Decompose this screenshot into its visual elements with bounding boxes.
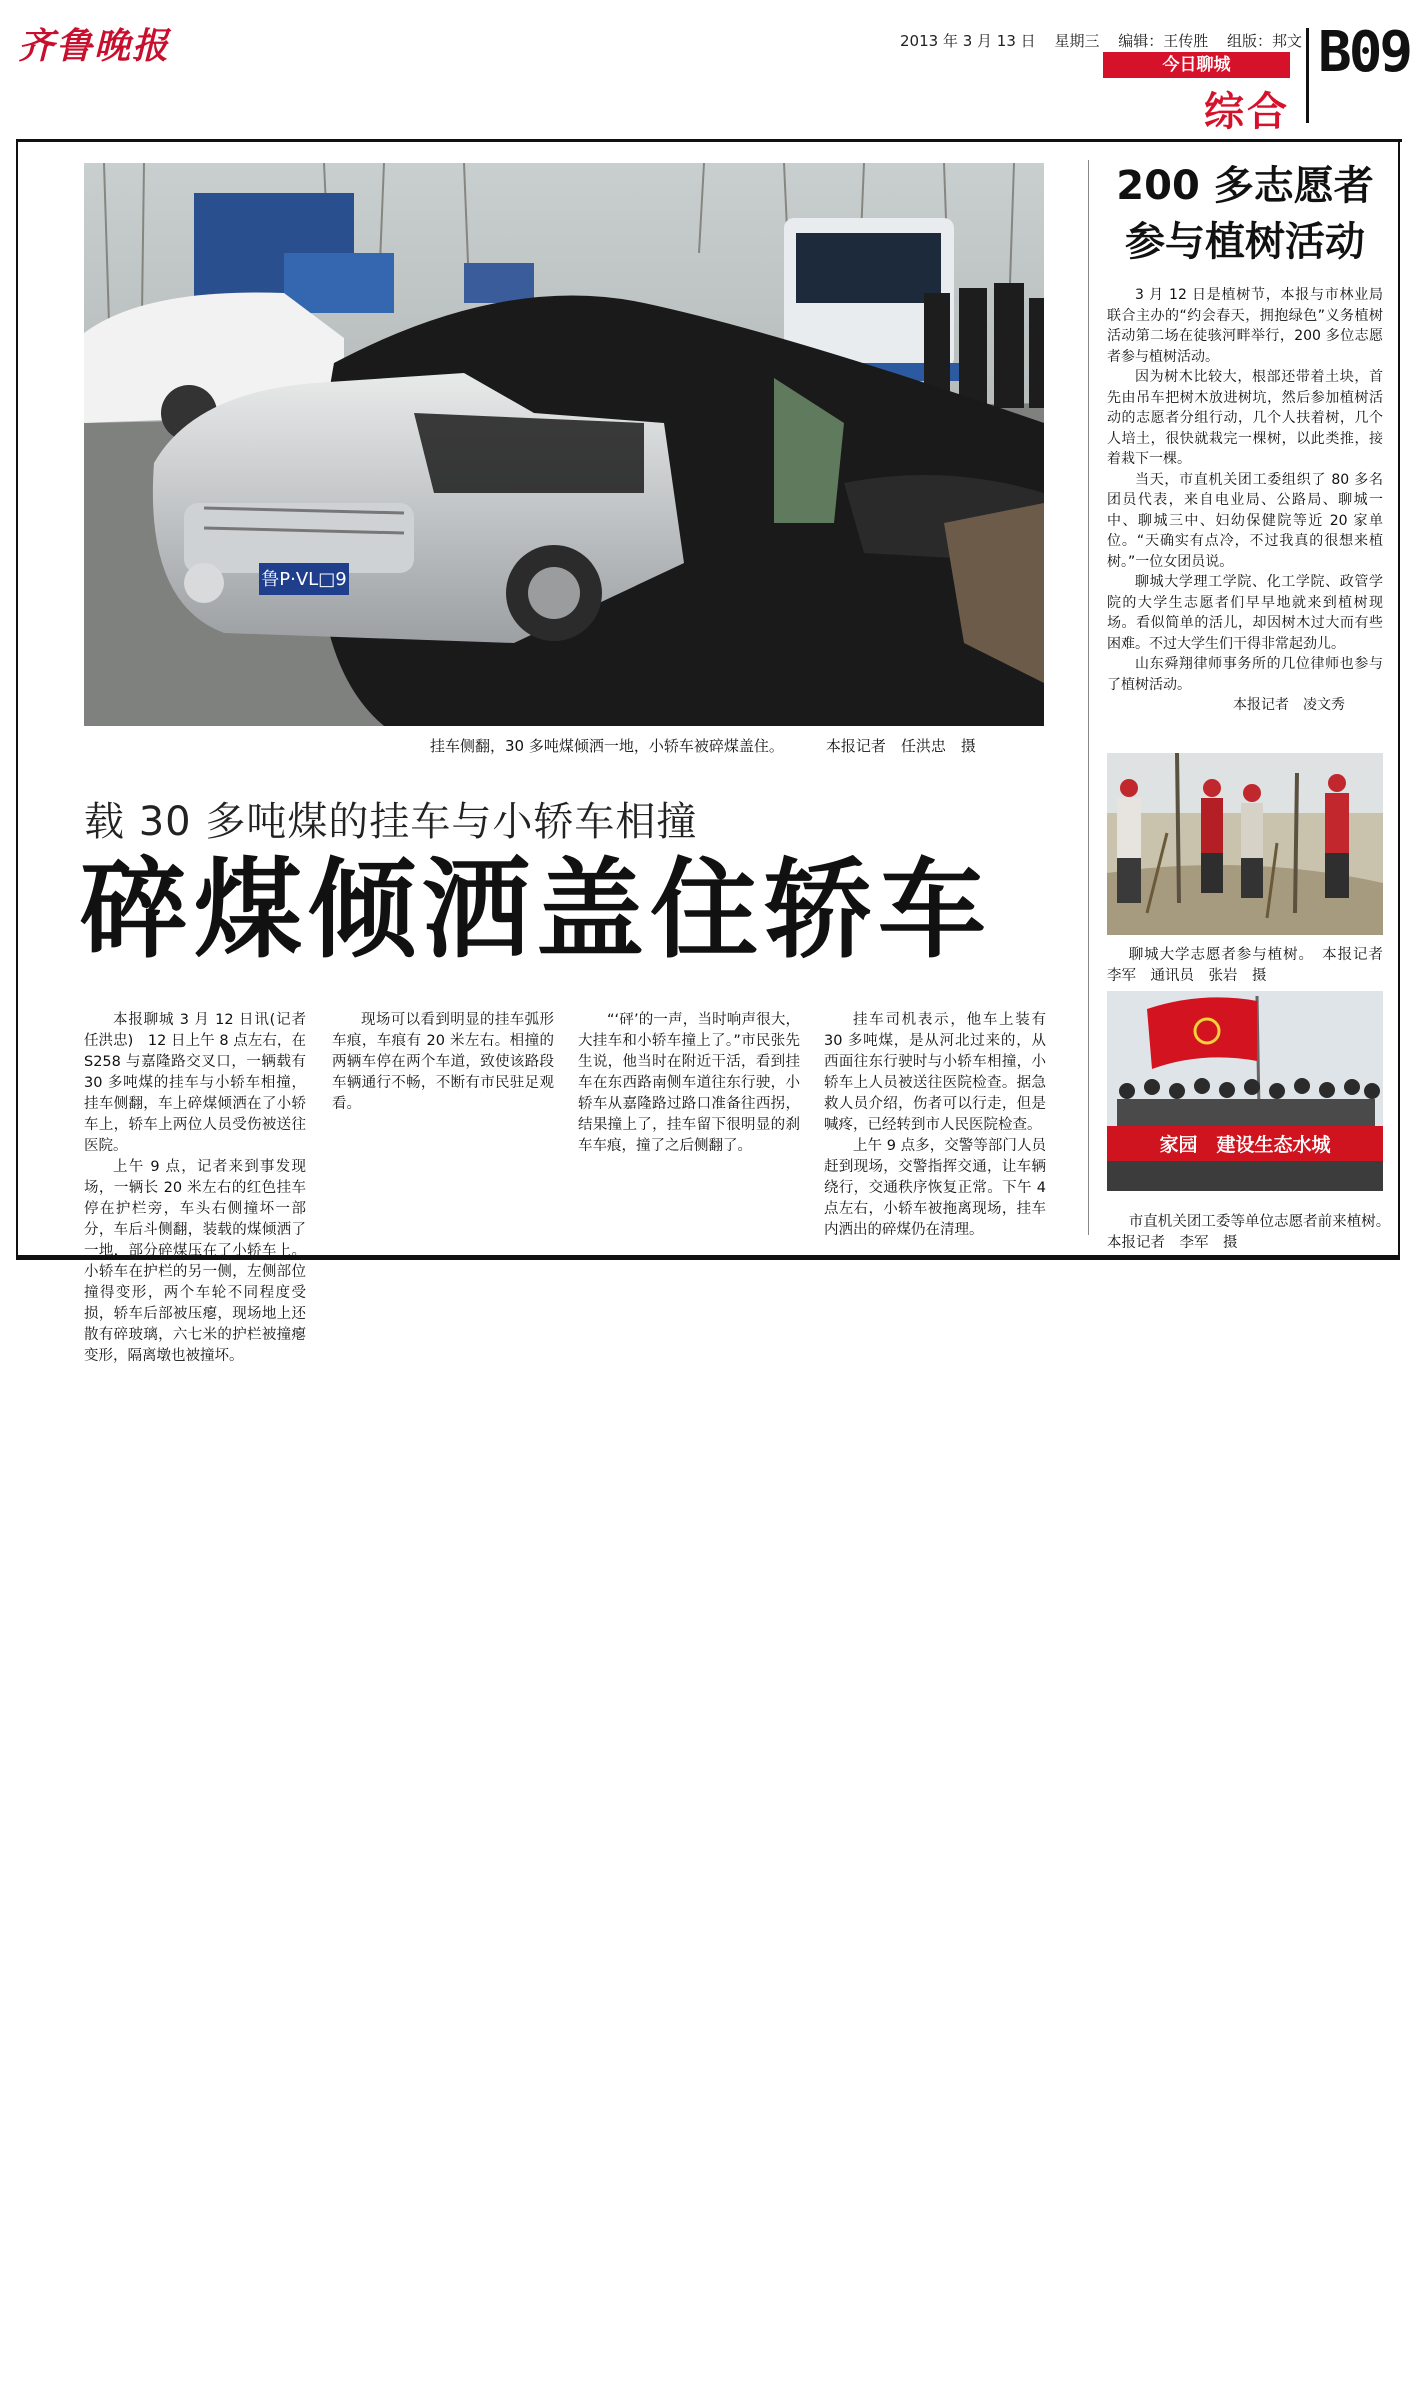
article-paragraph: 上午 9 点多，交警等部门人员赶到现场，交警指挥交通，让车辆绕行，交通秩序恢复正常。下午 4 点左右，小轿车被拖离现场，挂车内洒出的碎煤仍在清理。 (824, 1138, 1046, 1238)
section-bar: 今日聊城 (1103, 52, 1290, 78)
side-headline-line2: 参与植树活动 (1125, 219, 1365, 265)
side-article (1107, 285, 1383, 716)
article-paragraph: 挂车司机表示，他车上装有 30 多吨煤，是从河北过来的，从西面往东行驶时与小轿车相撞，小轿车上人员被送往医院检查。据急救人员介绍，伤者可以行走，但是喊疼，已经转到市人民医院检查。 (824, 1012, 1046, 1133)
issue-date: 2013 年 3 月 13 日 (900, 32, 1036, 50)
layout-credit: 组版：邦文 (1227, 32, 1303, 50)
photo-caption-text: 挂车侧翻，30 多吨煤倾洒一地，小轿车被碎煤盖住。 (430, 737, 784, 755)
group-photo (1107, 991, 1383, 1191)
side-paragraph: 3 月 12 日是植树节，本报与市林业局联合主办的“约会春天，拥抱绿色”义务植树活动第二场在徒骇河畔举行，200 多位志愿者参与植树活动。 (1107, 287, 1383, 365)
section-name: 综合 (1204, 89, 1290, 135)
issue-weekday: 星期三 (1054, 32, 1100, 50)
article-paragraph: 上午 9 点，记者来到事发现场，一辆长 20 米左右的红色挂车停在护栏旁，车头右侧撞坏一部分，车后斗侧翻，装载的煤倾洒了一地，部分碎煤压在了小轿车上。小轿车在护栏的另一侧，左侧部位撞得变形，两个车轮不同程度受损，轿车后部被压瘪，现场地上还散有碎玻璃，六七米的护栏被撞瘪变形，隔离墩也被撞坏。 (84, 1159, 306, 1364)
group-photo-caption: 市直机关团工委等单位志愿者前来植树。 本报记者 李军 摄 (1107, 1214, 1398, 1251)
headline: 碎煤倾洒盖住轿车 (80, 848, 993, 973)
side-paragraph: 当天，市直机关团工委组织了 80 多名团员代表，来自电业局、公路局、聊城一中、聊城三中、妇幼保健院等近 20 家单位。“天确实有点冷，不过我真的很想来植树。”一位女团员说。 (1107, 471, 1383, 570)
photo-credit: 本报记者 任洪忠 摄 (825, 737, 976, 755)
article-paragraph: 现场可以看到明显的挂车弧形车痕，车痕有 20 米左右。相撞的两辆车停在两个车道，致使该路段车辆通行不畅，不断有市民驻足观看。 (332, 1012, 554, 1112)
planting-photo (1107, 753, 1383, 935)
editor-credit: 编辑：王传胜 (1118, 32, 1209, 50)
side-headline (1105, 158, 1385, 270)
side-byline: 本报记者 凌文秀 (1233, 697, 1345, 713)
dateline (900, 30, 1316, 51)
article-column-1 (84, 1010, 321, 1364)
masthead-logo[interactable]: 齐鲁晚报 (18, 25, 171, 67)
photo-caption (430, 735, 976, 756)
subheadline: 载 30 多吨煤的挂车与小轿车相撞 (84, 799, 698, 845)
side-paragraph: 因为树木比较大，根部还带着土块，首先由吊车把树木放进树坑，然后参加植树活动的志愿者分组行动，几个人扶着树，几个人培土，很快就栽完一棵树，以此类推，接着栽下一棵。 (1107, 369, 1383, 467)
column-rule (1088, 160, 1089, 1235)
article-column-2 (332, 1010, 554, 1115)
license-plate: 鲁P·VL□9 (261, 569, 347, 590)
planting-photo-caption: 聊城大学志愿者参与植树。 本报记者 李军 通讯员 张岩 摄 (1107, 947, 1398, 984)
side-paragraph: 聊城大学理工学院、化工学院、政管学院的大学生志愿者们早早地就来到植树现场。看似简单的活儿，却因树木过大而有些困难。不过大学生们干得非常起劲儿。 (1107, 574, 1383, 652)
article-column-3 (578, 1010, 800, 1157)
side-headline-line1: 200 多志愿者 (1116, 163, 1374, 209)
article-column-4 (824, 1010, 1046, 1241)
banner-text: 家园 建设生态水城 (1159, 1134, 1331, 1156)
article-paragraph: “‘砰’的一声，当时响声很大，大挂车和小轿车撞上了。”市民张先生说，他当时在附近干活，看到挂车在东西路南侧车道往东行驶，小轿车从嘉隆路过路口准备往西拐，结果撞上了，挂车留下很明显的刹车车痕，撞了之后侧翻了。 (578, 1012, 800, 1154)
page-number: B09 (1318, 20, 1411, 85)
header-divider (1306, 28, 1309, 123)
article-paragraph: 本报聊城 3 月 12 日讯(记者 任洪忠) 12 日上午 8 点左右，在 S258 与嘉隆路交叉口，一辆载有 30 多吨煤的挂车与小轿车相撞，挂车侧翻，车上碎煤倾洒在了小轿车上，轿车上两位人员受伤被送往医院。 (84, 1012, 321, 1154)
crash-photo (84, 163, 1044, 726)
side-paragraph: 山东舜翔律师事务所的几位律师也参与了植树活动。 (1107, 656, 1383, 693)
